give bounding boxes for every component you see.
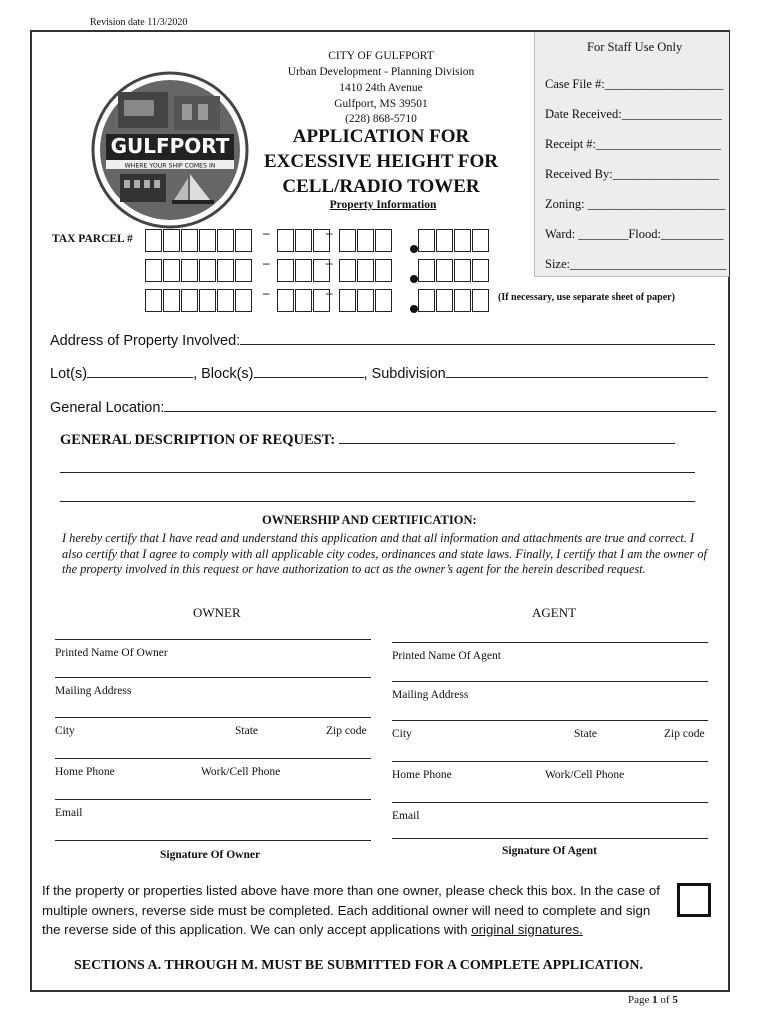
- parcel-digit-box[interactable]: [339, 289, 356, 312]
- parcel-digit-box[interactable]: [145, 289, 162, 312]
- sections-note: SECTIONS A. THROUGH M. MUST BE SUBMITTED FOR A COMPLETE APPLICATION.: [74, 958, 644, 973]
- revision-date: Revision date 11/3/2020: [90, 17, 188, 28]
- general-location-label: General Location:: [50, 400, 165, 416]
- parcel-dash: –: [326, 255, 333, 270]
- agent-zip-label: Zip code: [664, 728, 705, 740]
- street-address: 1410 24th Avenue: [339, 82, 423, 94]
- agent-state-label: State: [574, 728, 597, 740]
- owner-mailing-line[interactable]: [55, 677, 371, 678]
- blocks-label: , Block(s): [193, 366, 254, 382]
- ward-flood-field[interactable]: Ward: ________Flood:__________: [545, 227, 724, 241]
- owner-work-phone-label: Work/Cell Phone: [201, 766, 281, 778]
- owner-mailing-label: Mailing Address: [55, 685, 132, 697]
- gulfport-logo: [90, 70, 250, 230]
- address-field[interactable]: [50, 330, 715, 349]
- parcel-digit-box[interactable]: [436, 229, 453, 252]
- parcel-digit-box[interactable]: [436, 259, 453, 282]
- subdivision-label: , Subdivision: [363, 366, 446, 382]
- parcel-digit-box[interactable]: [217, 289, 234, 312]
- agent-mailing-label: Mailing Address: [392, 689, 469, 701]
- parcel-dash: –: [263, 285, 270, 300]
- parcel-digit-box[interactable]: [295, 259, 312, 282]
- parcel-digit-box[interactable]: [418, 259, 435, 282]
- parcel-digit-box[interactable]: [163, 259, 180, 282]
- parcel-dot: [410, 245, 418, 253]
- parcel-digit-box[interactable]: [375, 259, 392, 282]
- multiple-owners-checkbox[interactable]: [677, 883, 711, 917]
- division-name: Urban Development - Planning Division: [287, 66, 475, 78]
- owner-zip-label: Zip code: [326, 725, 367, 737]
- owner-name-label: Printed Name Of Owner: [55, 647, 168, 659]
- agent-name-line[interactable]: [392, 642, 708, 643]
- staff-heading: For Staff Use Only: [587, 40, 683, 54]
- agent-phone-line[interactable]: [392, 761, 708, 762]
- original-signatures-text: original signatures.: [471, 922, 583, 937]
- logo-wordmark: GULFPORT: [110, 134, 230, 158]
- logo-tagline: WHERE YOUR SHIP COMES IN: [124, 162, 216, 170]
- owner-home-phone-label: Home Phone: [55, 766, 115, 778]
- parcel-dot: [410, 305, 418, 313]
- agent-signature-line[interactable]: [392, 838, 708, 839]
- owner-state-label: State: [235, 725, 258, 737]
- owner-signature-line[interactable]: [55, 840, 371, 841]
- parcel-digit-box[interactable]: [277, 229, 294, 252]
- certification-heading: OWNERSHIP AND CERTIFICATION:: [262, 513, 477, 527]
- parcel-note: (If necessary, use separate sheet of paper): [498, 292, 675, 303]
- agent-work-phone-label: Work/Cell Phone: [545, 769, 625, 781]
- received-by-field[interactable]: Received By:_________________: [545, 167, 719, 181]
- parcel-digit-box[interactable]: [339, 259, 356, 282]
- agent-name-label: Printed Name Of Agent: [392, 650, 501, 662]
- parcel-digit-box[interactable]: [277, 289, 294, 312]
- parcel-digit-box[interactable]: [277, 259, 294, 282]
- general-description-label: GENERAL DESCRIPTION OF REQUEST:: [60, 432, 336, 448]
- property-info-heading: Property Information: [329, 199, 437, 211]
- parcel-digit-box[interactable]: [145, 259, 162, 282]
- address-label: Address of Property Involved:: [50, 333, 241, 349]
- lots-label: Lot(s): [50, 366, 88, 382]
- parcel-digit-box[interactable]: [181, 259, 198, 282]
- general-description-field[interactable]: [60, 429, 675, 449]
- parcel-digit-box[interactable]: [199, 229, 216, 252]
- tax-parcel-label: TAX PARCEL #: [52, 233, 133, 245]
- parcel-digit-box[interactable]: [235, 259, 252, 282]
- parcel-digit-box[interactable]: [375, 289, 392, 312]
- size-field[interactable]: Size:_________________________: [545, 257, 727, 271]
- parcel-digit-box[interactable]: [295, 229, 312, 252]
- parcel-digit-box[interactable]: [454, 229, 471, 252]
- city-state-zip: Gulfport, MS 39501: [334, 98, 428, 110]
- parcel-digit-box[interactable]: [357, 229, 374, 252]
- certification-text: I hereby certify that I have read and understand this application and that all information and attachments are true and correct. I also certify that I agree to comply with all applicable city codes, ordinances and state laws. Finally, I certify that I am the owner of the property involved in this request or have authorization to act as the owner’s agent for the herein described request.: [62, 531, 707, 577]
- parcel-digit-box[interactable]: [454, 259, 471, 282]
- agent-home-phone-label: Home Phone: [392, 769, 452, 781]
- owner-heading: OWNER: [193, 605, 241, 620]
- title-line-1: APPLICATION FOR: [292, 126, 470, 147]
- parcel-dash: –: [263, 255, 270, 270]
- agent-city-line[interactable]: [392, 720, 708, 721]
- lot-block-subdivision-row[interactable]: [50, 363, 708, 382]
- parcel-digit-box[interactable]: [357, 259, 374, 282]
- parcel-digit-box[interactable]: [145, 229, 162, 252]
- agent-email-line[interactable]: [392, 802, 708, 803]
- title-line-2: EXCESSIVE HEIGHT FOR: [263, 151, 499, 172]
- parcel-digit-box[interactable]: [199, 259, 216, 282]
- parcel-digit-box[interactable]: [235, 289, 252, 312]
- city-name: CITY OF GULFPORT: [328, 50, 434, 62]
- agent-signature-label: Signature Of Agent: [502, 845, 597, 857]
- owner-city-label: City: [55, 725, 75, 737]
- page-number: Page 1 of 5: [628, 994, 678, 1006]
- parcel-digit-box[interactable]: [472, 229, 489, 252]
- agent-city-label: City: [392, 728, 412, 740]
- parcel-digit-box[interactable]: [181, 289, 198, 312]
- date-received-field[interactable]: Date Received:________________: [545, 107, 722, 121]
- parcel-dash: –: [326, 225, 333, 240]
- parcel-digit-box[interactable]: [375, 229, 392, 252]
- owner-name-line[interactable]: [55, 639, 371, 640]
- owner-email-line[interactable]: [55, 799, 371, 800]
- description-line-3[interactable]: [60, 501, 695, 502]
- agent-heading: AGENT: [532, 605, 577, 620]
- parcel-digit-box[interactable]: [163, 289, 180, 312]
- parcel-digit-box[interactable]: [217, 259, 234, 282]
- parcel-digit-box[interactable]: [217, 229, 234, 252]
- parcel-digit-box[interactable]: [418, 289, 435, 312]
- parcel-digit-box[interactable]: [472, 259, 489, 282]
- case-file-field[interactable]: Case File #:___________________: [545, 77, 724, 91]
- parcel-digit-box[interactable]: [454, 289, 471, 312]
- receipt-field[interactable]: Receipt #:____________________: [545, 137, 722, 151]
- parcel-digit-box[interactable]: [339, 229, 356, 252]
- parcel-digit-box[interactable]: [436, 289, 453, 312]
- parcel-digit-box[interactable]: [472, 289, 489, 312]
- owner-phone-line[interactable]: [55, 758, 371, 759]
- parcel-dash: –: [326, 285, 333, 300]
- parcel-dash: –: [263, 225, 270, 240]
- parcel-digit-box[interactable]: [295, 289, 312, 312]
- parcel-digit-box[interactable]: [235, 229, 252, 252]
- description-line-2[interactable]: [60, 472, 695, 473]
- owner-email-label: Email: [55, 807, 83, 819]
- parcel-digit-box[interactable]: [199, 289, 216, 312]
- parcel-digit-box[interactable]: [181, 229, 198, 252]
- title-line-3: CELL/RADIO TOWER: [282, 176, 480, 197]
- phone-number: (228) 868-5710: [345, 113, 417, 125]
- parcel-digit-box[interactable]: [357, 289, 374, 312]
- multiple-owners-text: If the property or properties listed above have more than one owner, please check this box. In the case of multiple owners, reverse side must be completed. Each additional owner will need to complete and sign the reverse side of this application. We can only accept applications with original signatures.: [42, 883, 660, 937]
- agent-mailing-line[interactable]: [392, 681, 708, 682]
- parcel-digit-box[interactable]: [418, 229, 435, 252]
- parcel-digit-box[interactable]: [163, 229, 180, 252]
- parcel-dot: [410, 275, 418, 283]
- agent-email-label: Email: [392, 810, 420, 822]
- owner-signature-label: Signature Of Owner: [160, 849, 261, 861]
- staff-use-box: [534, 32, 729, 277]
- general-location-field[interactable]: [50, 397, 716, 416]
- owner-city-line[interactable]: [55, 717, 371, 718]
- zoning-field[interactable]: Zoning: ______________________: [545, 197, 726, 211]
